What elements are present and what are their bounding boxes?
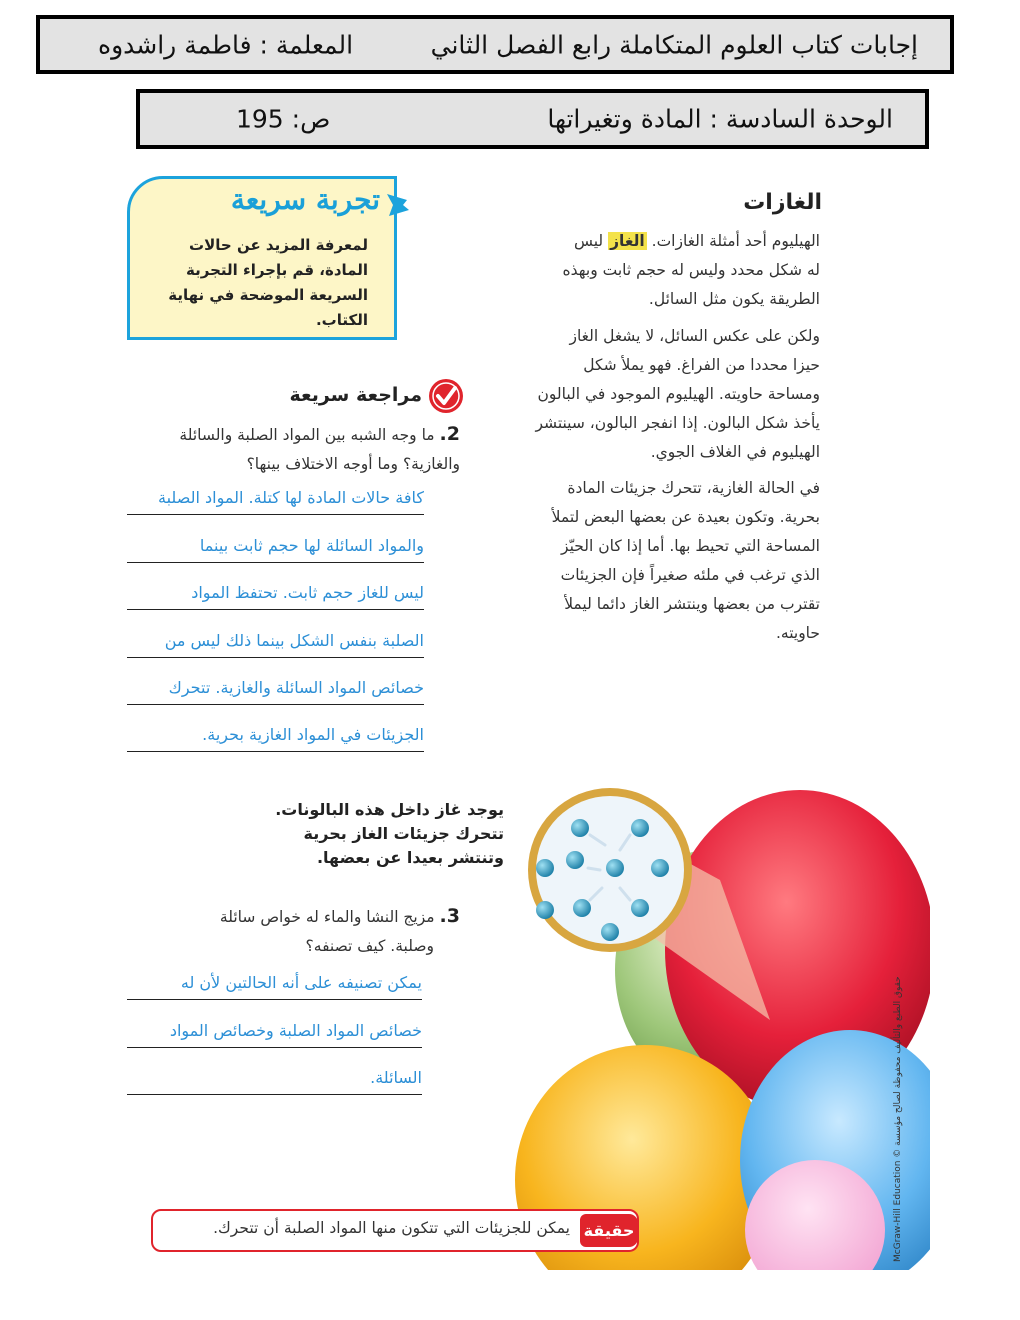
checkmark-icon: [428, 378, 464, 414]
p2-line: الهيليوم في الغلاف الجوي.: [650, 443, 820, 461]
p3-line: بحرية. وتكون بعيدة عن بعضها البعض لتملأ: [551, 508, 820, 526]
book-title: إجابات كتاب العلوم المتكاملة رابع الفصل الثاني: [430, 30, 918, 59]
gases-paragraph-2: [460, 322, 820, 467]
lab-tab-icon: [383, 190, 413, 220]
p1-line-2: له شكل محدد وليس له حجم ثابت وبهذه: [562, 261, 820, 279]
p2-line: ولكن على عكس السائل، لا يشغل الغاز: [569, 327, 820, 345]
question-2: 2. ما وجه الشبه بين المواد الصلبة والسائلة والغازية؟ وما أوجه الاختلاف بينها؟: [179, 423, 460, 473]
p3-line: تقترب من بعضها وينتشر الغاز دائما ليملأ: [564, 595, 820, 613]
p3-line: المساحة التي تحيط بها. أما إذا كان الحيّز: [561, 537, 820, 555]
gas-term: الغاز: [610, 232, 645, 250]
molecule-magnifier: [528, 788, 692, 952]
gases-paragraph-3: [460, 474, 820, 648]
q2-answer-line[interactable]: ليس للغاز حجم ثابت. تحتفظ المواد: [127, 580, 424, 610]
page-number: ص: 195: [236, 104, 331, 134]
fact-label: حقيقة: [580, 1214, 638, 1247]
gases-paragraph-1: [480, 227, 820, 314]
p1-line-3: الطريقة يكون مثل السائل.: [648, 290, 820, 308]
unit-bar: [136, 89, 929, 149]
q2-answer-line[interactable]: الصلبة بنفس الشكل بينما ذلك ليس من: [127, 628, 424, 658]
p3-line: في الحالة الغازية، تتحرك جزيئات المادة: [567, 479, 820, 497]
balloon-caption: يوجد غاز داخل هذه البالونات. تتحرك جزيئات الغاز بحرية وتنتشر بعيدا عن بعضها.: [275, 800, 504, 867]
q3-answer-line[interactable]: يمكن تصنيفه على أنه الحالتين لأن له: [127, 970, 422, 1000]
p1-line-1: الهيليوم أحد أمثلة الغازات. الغاز ليس: [573, 232, 820, 250]
top-header-bar: [36, 15, 954, 74]
p2-line: حيزا محددا من الفراغ. فهو يملأ شكل: [583, 356, 820, 374]
fact-text: يمكن للجزيئات التي تتكون منها المواد الصلبة أن تتحرك.: [213, 1219, 570, 1237]
quick-review-title: مراجعة سريعة: [289, 384, 422, 406]
q3-answer-line[interactable]: خصائص المواد الصلبة وخصائص المواد: [127, 1018, 422, 1048]
q2-number: 2.: [439, 423, 460, 445]
gases-title: الغازات: [743, 190, 822, 215]
question-3: 3. مزيج النشا والماء له خواص سائلة وصلبة. كيف تصنفه؟: [219, 905, 460, 955]
quick-lab-title: تجربة سريعة: [230, 183, 380, 216]
p3-line: الذي ترغب في ملئه صغيراً فإن الجزيئات: [560, 566, 820, 584]
p2-line: يأخذ شكل البالون. إذا انفجر البالون، سينتشر: [535, 414, 820, 432]
q3-answer-line[interactable]: السائلة.: [127, 1065, 422, 1095]
quick-lab-box: [127, 176, 397, 340]
quick-lab-text: لمعرفة المزيد عن حالات المادة، قم بإجراء التجربة السريعة الموضحة في نهاية الكتاب.: [168, 236, 368, 329]
q2-answer-line[interactable]: والمواد السائلة لها حجم ثابت بينما: [127, 533, 424, 563]
q3-number: 3.: [439, 905, 460, 927]
q2-answer-line[interactable]: كافة حالات المادة لها كتلة. المواد الصلبة: [127, 485, 424, 515]
p3-line: حاويته.: [775, 624, 820, 642]
unit-title: الوحدة السادسة : المادة وتغيراتها: [547, 104, 893, 134]
teacher-name: المعلمة : فاطمة راشدوه: [98, 30, 354, 59]
balloons-illustration: [470, 760, 930, 1270]
q2-answer-line[interactable]: خصائص المواد السائلة والغازية. تتحرك: [127, 675, 424, 705]
p2-line: ومساحة حاويته. الهيليوم الموجود في البالون: [537, 385, 820, 403]
q2-answer-line[interactable]: الجزيئات في المواد الغازية بحرية.: [127, 722, 424, 752]
copyright-note: McGraw-Hill Education © حقوق الطبع والتأليف محفوظة لصالح مؤسسة: [893, 976, 903, 1262]
